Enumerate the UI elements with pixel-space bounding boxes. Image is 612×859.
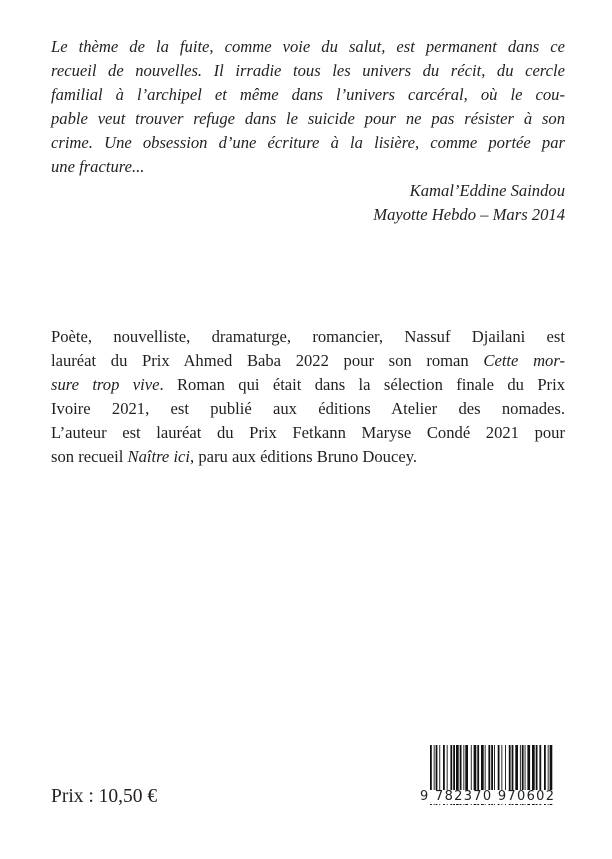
bio-text: son recueil — [51, 447, 128, 466]
quote-line: recueil de nouvelles. Il irradie tous les univers du récit, du cercle — [51, 61, 565, 80]
bio-text: Poète, nouvelliste, dramaturge, romancier, Nassuf Djailani est — [51, 327, 565, 346]
bio-line — [51, 373, 565, 397]
bio-line — [51, 421, 565, 445]
bio-line — [51, 325, 565, 349]
bio-text: , paru aux éditions Bruno Doucey. — [190, 447, 418, 466]
book-title: sure trop vive — [51, 375, 160, 394]
isbn-number: 9 782370 970602 — [420, 789, 556, 804]
bio-text: L’auteur est lauréat du Prix Fetkann Maryse Condé 2021 pour — [51, 423, 565, 442]
quote-line: Le thème de la fuite, comme voie du salut, est permanent dans ce — [51, 37, 565, 56]
price: Prix : 10,50 € — [51, 786, 158, 807]
quote-line: une fracture... — [51, 157, 145, 176]
book-title: Cette mor- — [483, 351, 565, 370]
bio-line — [51, 397, 565, 421]
quote-block — [51, 35, 565, 227]
author-bio — [51, 325, 565, 469]
quote-line: familial à l’archipel et même dans l’univers carcéral, où le cou- — [51, 85, 565, 104]
quote-author: Kamal’Eddine Saindou — [409, 181, 565, 200]
quote-line: crime. Une obsession d’une écriture à la lisière, comme portée par — [51, 133, 565, 152]
bio-text: Ivoire 2021, est publié aux éditions Atelier des nomades. — [51, 399, 565, 418]
bio-line — [51, 445, 565, 469]
bio-line — [51, 349, 565, 373]
book-title: Naître ici — [127, 447, 191, 466]
quote-source: Mayotte Hebdo – Mars 2014 — [373, 205, 565, 224]
quote-line: pable veut trouver refuge dans le suicide pour ne pas résister à son — [51, 109, 565, 128]
bio-text: . Roman qui était dans la sélection finale du Prix — [159, 375, 565, 394]
bio-text: lauréat du Prix Ahmed Baba 2022 pour son roman — [51, 351, 484, 370]
